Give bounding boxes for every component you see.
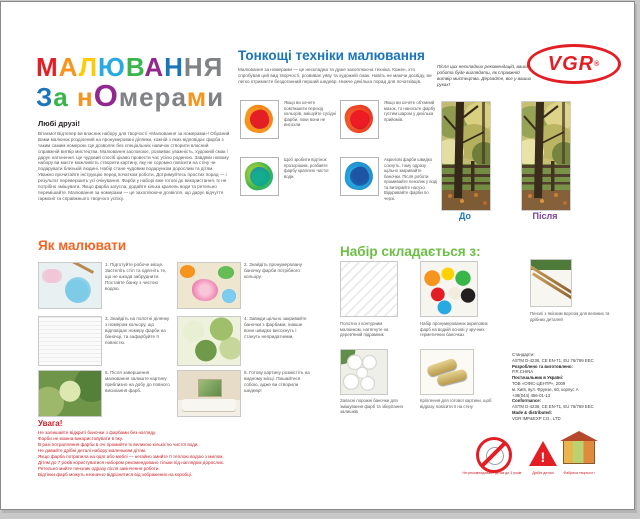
info-line: Made & distributed: [512,409,553,415]
brush-icon [530,264,572,294]
attention-line: Відтінки фарб можуть незначно відрізнятися від зображених на коробці. [38,471,193,477]
autumn-scene-illustration [522,102,570,210]
logo-letter: М [36,52,59,82]
paint-pot-icon [180,265,195,278]
logo-letter: н [77,82,94,112]
info-line: VGR IMP&EXP CO., LTD [512,415,561,421]
step4-caption: 4. Завжди щільно закривайте баночки з фарбами, інакше вони швидко висохнуть і стануть непридатними. [244,316,307,339]
greeting-text: Вітаємо! Відтепер ви власник набору для творчості «Малювання за номерами»! Обраний Вами малюнок розділений на пронумеровані ділянки, кожній з яких відповідає фарба з таким самим номером. Це дозволяє без спеціальних навичок створити власний справжній витвір мистецтва. Малювання заспокоює, розвиває уважність, художній смак і дарує натхнення. Це чудовий спосіб цікаво провести час усією родиною. Завдяки новому набору ви маєте можливість створити картину, яку не соромно повісити на стіну чи подарувати близькій людині. Набір стане чудовим подарунком дорослим та дітям. Уважно прочитайте інструкцію перед початком роботи. Дотримуйтесь простих порад — і результат перевершить усі очікування. Фарби у наборі вже готові до використання, їх не потрібно змішувати. Якщо фарба загусла, додайте кілька крапель води та ретельно перемішайте. Малювання за номерами — це захоплююче дозвілля, що дарує відчуття гармонії та справжнього творчого успіху. [38,131,230,201]
swatch-caption-4: Акрилові фарби швидко сохнуть, тому одразу щільно закривайте баночки. Після роботи промивайте пензлик у воді та витирайте насухо. Відкривайте фарби по черзі. [384,157,438,202]
logo-letter: Ю [98,52,126,82]
warning-triangle-icon [529,441,557,466]
logo-letter: Я [203,52,224,82]
paint-pot-icon [222,289,236,303]
info-line: Постачальник в Україні: [512,375,564,381]
logo-letter: и [207,82,225,112]
info-line: +38(044) 456-01-13 [512,392,551,398]
logo-letter: м [186,82,208,112]
kit-photo-spare-pots [340,349,388,395]
info-line: P.R.CHINA [512,369,534,375]
kit-title: Набір складається з: [340,244,481,259]
logo-letter: е [139,82,155,112]
small-parts-caption: Дрібні деталі [532,471,554,475]
swatch-caption-1: Якщо ви хочете пом'якшити перехід кольорів, змішуйте сусідні фарби, поки вони не висохли. [284,100,336,128]
swatch-orange-red [240,100,279,139]
info-line: Стандарти: [512,352,535,357]
logo-letter: а [171,82,187,112]
step3-caption: 3. Знайдіть на полотні ділянку з номером кольору, що відповідає номеру фарби на баночці, та зафарбуйте її повністю. [105,316,170,345]
info-line: ASTM D-4236, CE EN-71, EU 76/769 EEC [512,404,594,410]
attention-line: Не давайте дрібні деталі набору маленьким дітям. [38,447,147,453]
swatch-green-blue [240,157,279,196]
logo-letter: а [53,82,69,112]
house-logo-icon [563,440,595,464]
photo-after [521,101,571,211]
vgr-logo-text: VGR [547,52,595,75]
kit-caption-canvas: Полотно з контурним малюнком, натягнуте на дерев'яний підрамник [340,321,389,338]
technique-intro: Малювання за номерами — це нескладна та дуже захоплююча техніка. Кожен, хто спробував цей вид творчості, розвиває уяву та художній смак. Навіть не маючи досвіду, ви легко отримаєте бездоганний перший шедевр. Нижче декілька порад для початківців. [238,67,432,84]
attention-line: Якщо фарба потрапила на одяг або меблі — негайно змийте її теплою водою з милом. [38,453,224,459]
kit-photo-canvas [340,261,398,317]
logo-letter: З [36,82,54,112]
brand-logo-line2 [36,80,224,113]
kit-caption-brushes: Пензлі з якісним ворсом для великих та дрібних деталей [530,311,610,322]
step3-photo-numbered-canvas [38,316,102,366]
attention-line: Фарби не можна використовувати в їжу. [38,435,123,441]
exclamation-icon: ! [540,449,546,465]
water-jar-icon [65,277,91,303]
step1-caption: 1. Підготуйте робоче місце. Застеліть стіл та одягніть те, що не шкода забруднити. Поставте банку з чистою водою. [105,262,167,291]
step4-photo-painting-in-progress [177,316,241,366]
logo-letter: А [58,52,79,82]
logo-letter: Н [164,52,184,82]
step5-photo-finished-painting [38,370,102,417]
attention-line: В разі потрапляння фарби в очі промийте їх великою кількістю чистої води. [38,441,199,447]
logo-letter [69,82,77,112]
flower-icon [192,279,218,301]
logo-letter: м [118,82,140,112]
info-line: ТОВ «ОФІС-ЦЕНТР», 2009 [512,380,566,386]
info-line: ASTM D-4236, CE EN-71, EU 76/769 EEC [512,357,594,363]
how-title: Як малювати [38,238,127,253]
brush-icon [70,262,94,273]
kit-caption-spare-pots: Запасні порожні баночки для змішування фарб та зберігання залишків [340,398,403,415]
logo-letter: р [154,82,172,112]
step6-caption: 6. Готову картину розмістіть на видному місці. Пишайтеся собою, адже ви створили шедевр! [244,370,310,393]
step6-photo-interior [177,370,241,417]
paint-pot-icon [218,266,234,279]
attention-list [38,430,368,478]
before-label: До [458,211,472,221]
house-logo-caption: Фабрика творчості [563,471,595,475]
kit-caption-hooks: Кріплення для готової картини, щоб відразу повісити її на стіну [420,398,492,409]
logo-letter: В [125,52,145,82]
manufacturer-info [512,352,624,422]
autumn-scene-illustration [442,102,490,210]
swatch-caption-2: Якщо ви хочете об'ємний мазок, то наносьте фарбу густим шаром у декілька прийомів. [384,100,436,122]
technique-title: Тонкощі техніки малювання [238,48,425,63]
roof-icon [560,431,598,441]
step2-photo-paints [177,262,241,309]
kit-caption-paints: Набір пронумерованих акрилових фарб на водній основі у зручних герметичних баночках [420,321,488,338]
swatch-red [340,100,379,139]
attention-title: Увага! [38,419,63,428]
palette-icon [42,269,62,283]
step1-photo-jar [38,262,102,309]
step2-caption: 2. Знайдіть пронумеровану баночку фарби потрібного кольору. [244,262,302,279]
step5-caption: 5. Після завершення малювання залиште картину приблизно на добу до повного висихання фарб. [105,370,170,393]
logo-letter: О [93,78,119,113]
kit-photo-brushes [530,259,572,307]
swatch-caption-3: Щоб зробити відтінок прозорішим, розбавте фарбу краплею чистої води. [284,157,329,179]
brand-logo-line1 [36,54,223,80]
after-label: Після [532,211,558,221]
logo-letter: Л [78,52,99,82]
logo-letter: А [144,52,165,82]
kit-photo-paints [420,261,478,317]
attention-line: Не залишайте відкриті баночки з фарбами без нагляду. [38,430,157,435]
attention-line: Ретельно мийте пензлик одразу після закінчення роботи. [38,465,160,471]
info-line: Розроблено та виготовлено: [512,363,573,369]
vgr-note-text: Після цих нескладних рекомендацій, ваша робота буде виглядати, як справжній витвір мистецтва. Дерзайте, все у ваших руках! [437,64,532,87]
age-restriction-icon [476,437,512,473]
photo-before [441,101,491,211]
age-restriction-caption: Не рекомендовано дітям до 3 років [462,471,522,475]
attention-line: Дітям до 7 років користуватися набором рекомендовано тільки під наглядом дорослих. [38,459,225,465]
logo-letter: Н [183,52,204,82]
vgr-logo [527,44,621,84]
kit-photo-hooks [420,349,474,395]
info-line: м. Київ, вул. Фрунзе, 60, корпус А [512,386,579,392]
framed-picture-icon [198,379,222,397]
registered-mark: ® [594,60,601,68]
sofa-icon [182,399,236,411]
greeting-title: Любі друзі! [38,119,80,128]
info-line: Conformance: [512,398,542,404]
swatch-blue [340,157,379,196]
